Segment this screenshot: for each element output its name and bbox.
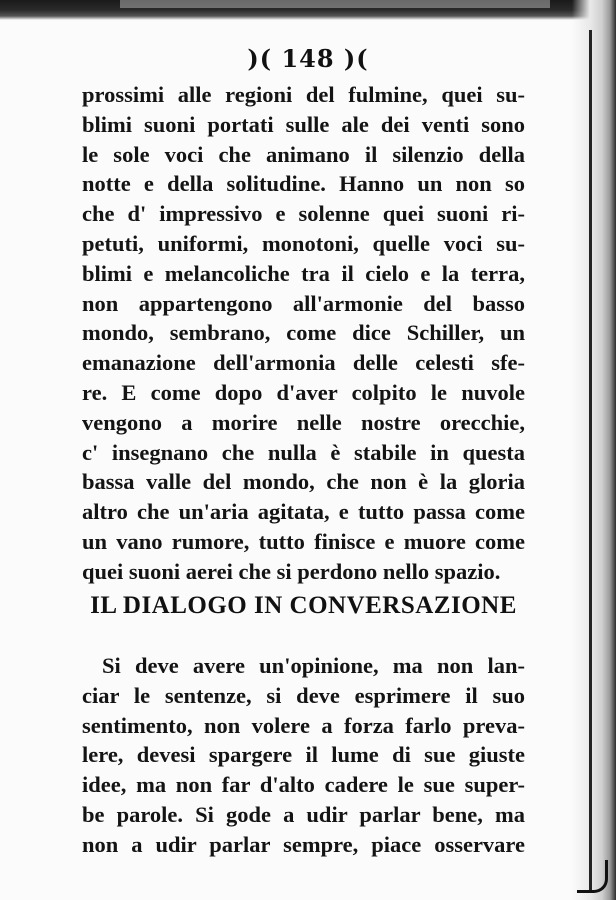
text-line: ciar le sentenze, si deve esprimere il suo	[82, 682, 525, 708]
text-line: idee, ma non far d'alto cadere le sue super-	[82, 772, 525, 798]
text-line: blimi suoni portati sulle ale dei venti sono	[82, 111, 525, 137]
text-line: un vano rumore, tutto finisce e muore come	[82, 528, 525, 554]
text-line: blimi e melancoliche tra il cielo e la terra,	[82, 260, 525, 286]
text-line: vengono a morire nelle nostre orecchie,	[82, 409, 525, 435]
text-line: Si deve avere un'opinione, ma non lan-	[102, 653, 525, 678]
text-line: altro che un'aria agitata, e tutto passa come	[82, 499, 525, 525]
text-line: mondo, sembrano, come dice Schiller, un	[82, 320, 525, 346]
text-line: emanazione dell'armonia delle celesti sfe-	[82, 350, 525, 376]
paragraph-1	[82, 80, 525, 587]
book-spine	[572, 0, 616, 900]
text-line: che d' impressivo e solenne quei suoni ri-	[82, 201, 525, 227]
page-top-edge	[0, 0, 616, 20]
text-line: prossimi alle regioni del fulmine, quei su-	[82, 82, 525, 107]
text-line: bassa valle del mondo, che non è la gloria	[82, 469, 525, 495]
text-line: c' insegnano che nulla è stabile in questa	[82, 439, 525, 465]
text-line: notte e della solitudine. Hanno un non so	[82, 171, 525, 197]
spine-binding-curve	[577, 860, 608, 893]
text-line: re. E come dopo d'aver colpito le nuvole	[82, 379, 525, 405]
text-line: le sole voci che animano il silenzio della	[82, 141, 525, 167]
paragraph-2	[82, 651, 525, 860]
page-number: )( 148 )(	[247, 44, 369, 73]
text-line: lere, devesi spargere il lume di sue giuste	[82, 742, 525, 768]
text-line: quei suoni aerei che si perdono nello spazio.	[82, 558, 501, 584]
section-heading: IL DIALOGO IN CONVERSAZIONE	[90, 592, 517, 619]
text-line: be parole. Si gode a udir parlar bene, ma	[82, 801, 525, 827]
text-line: non a udir parlar sempre, piace osservare	[82, 831, 525, 857]
spine-binding-line	[589, 30, 592, 890]
text-line: petuti, uniformi, monotoni, quelle voci su-	[82, 230, 525, 256]
text-line: sentimento, non volere a forza farlo preva-	[82, 712, 525, 738]
text-line: non appartengono all'armonie del basso	[82, 290, 525, 316]
